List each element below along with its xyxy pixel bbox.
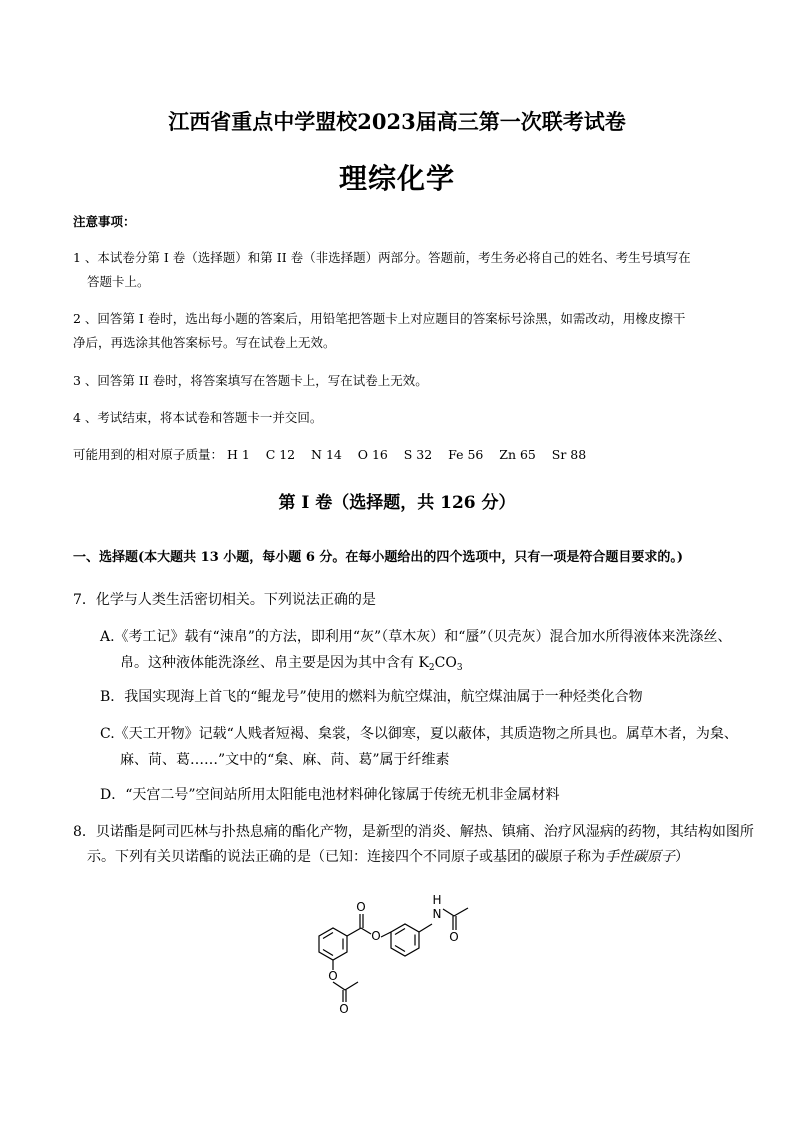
notice-item-1-line-2: 答题卡上。 (87, 274, 150, 289)
q7-option-b: B．我国实现海上首飞的“鲲龙号”使用的燃料为航空煤油，航空煤油属于一种烃类化合物 (100, 689, 643, 705)
q7-option-d: D．“天宫二号”空间站所用太阳能电池材料砷化镓属于传统无机非金属材料 (100, 787, 560, 803)
amide-oxygen-label: O (449, 930, 459, 944)
notice-item-3: 3 、回答第 II 卷时，将答案填写在答题卡上，写在试卷上无效。 (73, 373, 428, 388)
q7-option-c-line-2: 麻、苘、葛……”文中的“枲、麻、苘、葛”属于纤维素 (120, 752, 450, 768)
q8-stem-line-2: 示。下列有关贝诺酯的说法正确的是（已知：连接四个不同原子或基团的碳原子称为手性碳原子） (87, 849, 689, 865)
notice-heading: 注意事项： (73, 214, 136, 229)
benorilate-structure (290, 878, 520, 1018)
notice-item-2-line-1: 2 、回答第 I 卷时，选出每小题的答案后，用铅笔把答题卡上对应题目的答案标号涂黑，如需改动，用橡皮擦干 (73, 311, 686, 326)
q8-stem-line-1: 8．贝诺酯是阿司匹林与扑热息痛的酯化产物，是新型的消炎、解热、镇痛、治疗风湿病的药物，其结构如图所 (73, 824, 754, 840)
notice-item-2-line-2: 净后，再选涂其他答案标号。写在试卷上无效。 (73, 335, 336, 350)
chiral-carbon-term: 手性碳原子 (605, 849, 675, 865)
atomic-masses: 可能用到的相对原子质量： H 1 C 12 N 14 O 16 S 32 Fe 56 Zn 65 Sr 88 (73, 447, 587, 462)
notice-item-4: 4 、考试结束，将本试卷和答题卡一并交回。 (73, 410, 323, 425)
acetoxy-carbonyl-oxygen-label: O (339, 1002, 349, 1016)
carbonyl-oxygen-label: O (356, 900, 366, 914)
q7-option-a-line-2: 帛。这种液体能洗涤丝、帛主要是因为其中含有 $K_2CO_3$ (120, 655, 463, 673)
subject-title: 理综化学 (338, 162, 455, 195)
amide-nitrogen-label: N (432, 907, 442, 921)
q7-option-a-line-1: A.《考工记》载有“涑帛”的方法，即利用“灰”（草木灰）和“蜃”（贝壳灰）混合加水所得液体来洗涤丝、 (100, 629, 732, 645)
notice-item-1-line-1: 1 、本试卷分第 I 卷（选择题）和第 II 卷（非选择题）两部分。答题前，考生务必将自己的姓名、考生号填写在 (73, 250, 691, 265)
exam-title: 江西省重点中学盟校2023届高三第一次联考试卷 (168, 109, 626, 134)
ester-oxygen-label: O (371, 929, 381, 943)
q7-option-c-line-1: C.《天工开物》记载“人贱者短褐、枲裳，冬以御寒，夏以蔽体，其质造物之所具也。属草木者，为枲、 (100, 726, 738, 742)
nh-hydrogen-label: H (432, 893, 442, 907)
part-instructions: 一、选择题(本大题共 13 小题，每小题 6 分。在每小题给出的四个选项中，只有一项是符合题目要求的。) (73, 550, 684, 565)
acetoxy-oxygen-label: O (328, 969, 338, 983)
q7-stem: 7．化学与人类生活密切相关。下列说法正确的是 (73, 592, 376, 608)
section-title: 第 Ⅰ 卷（选择题，共 126 分） (278, 493, 516, 513)
